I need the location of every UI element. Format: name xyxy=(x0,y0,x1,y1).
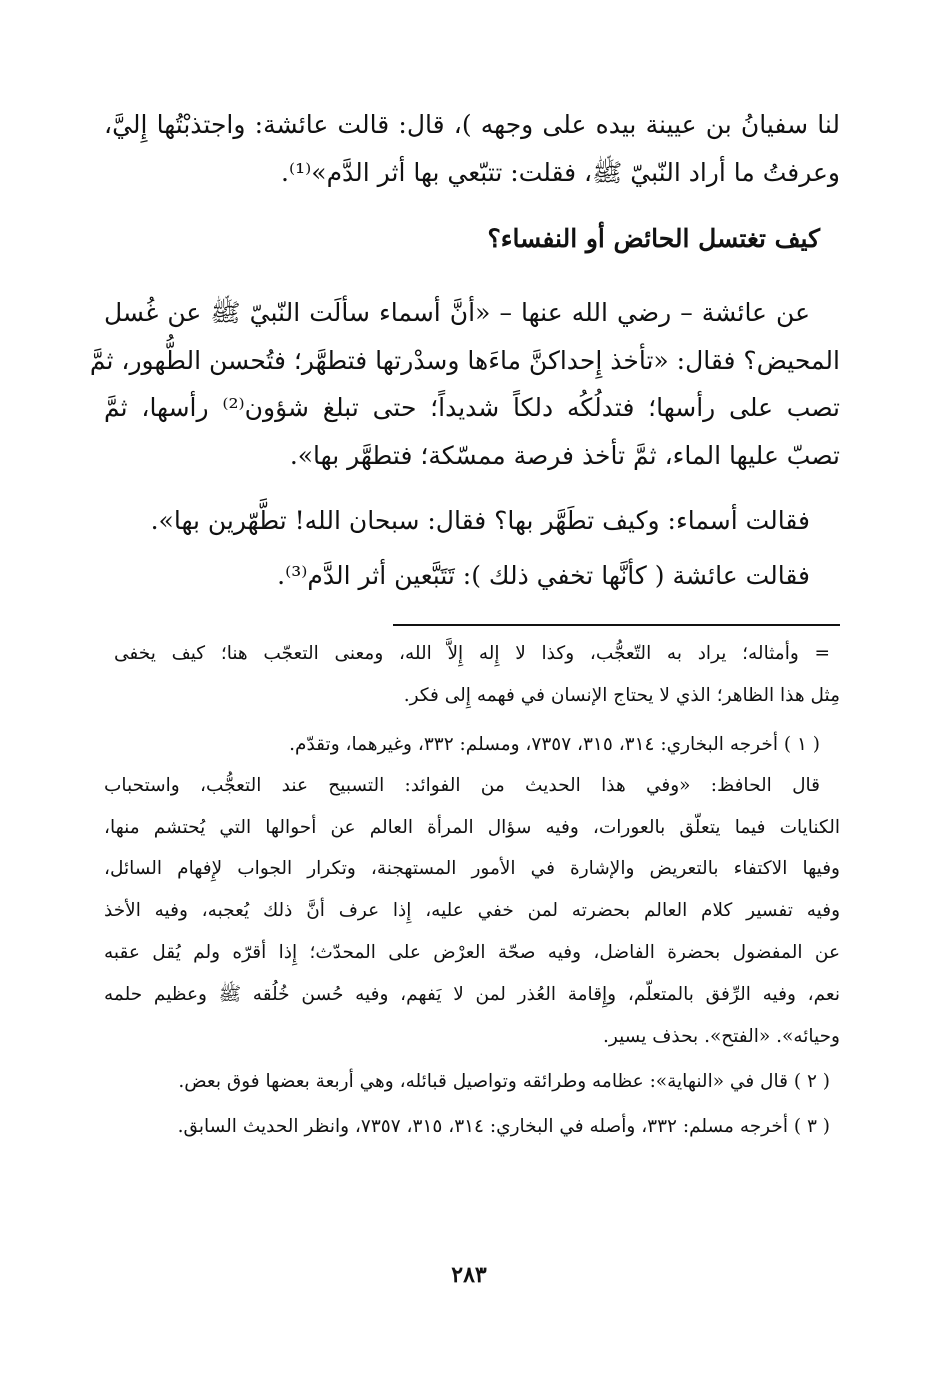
paragraph-line: فقالت أسماء: وكيف تطَهَّر بها؟ فقال: سبحان الله! تطَّهّرين بها». xyxy=(150,506,810,535)
footnote-3: ( ٣ ) أخرجه مسلم: ٣٣٢، وأصله في البخاري: ٣١٤، ٣١٥، ٧٣٥٧، وانظر الحديث السابق. xyxy=(177,1116,830,1137)
footnote-2: ( ٢ ) قال في «النهاية»: عظامه وطرائقه وتواصيل قبائله، وهي أربعة بعضها فوق بعض. xyxy=(178,1071,830,1092)
section-heading: كيف تغتسل الحائض أو النفساء؟ xyxy=(487,224,820,253)
page-number: ٢٨٣ xyxy=(451,1262,487,1288)
footnote-line: وحيائه». «الفتح». بحذف يسير. xyxy=(603,1026,840,1047)
footnote-line: = وأمثاله؛ يراد به التّعجُّب، وكذا لا إِله إِلاَّ الله، ومعنى التعجّب هنا؛ كيف يخفى xyxy=(114,643,830,664)
paragraph-line: عن عائشة – رضي الله عنها – «أنَّ أسماء سألَت النّبيّ ﷺ عن غُسل xyxy=(104,298,810,327)
footnote-line: قال الحافظ: «وفي هذا الحديث من الفوائد: التسبيح عند التعجُّب، واستحباب xyxy=(104,775,820,796)
text-line: لنا سفيانُ بن عيينة بيده على وجهه )، قال: قالت عائشة: واجتذبْتُها إِليَّ، xyxy=(104,110,840,139)
footnote-line: مِثل هذا الظاهر؛ الذي لا يحتاج الإنسان في فهمه إِلى فكر. xyxy=(403,685,840,706)
footnote-line: الكنايات فيما يتعلّق بالعورات، وفيه سؤال المرأة العالم عن أحوالها التي يُحتشم منها، xyxy=(104,817,840,838)
paragraph-line: تصبّ عليها الماء، ثمَّ تأخذ فرصة ممسّكة؛ فتطهَّر بها». xyxy=(289,441,840,470)
footnote-1: ( ١ ) أخرجه البخاري: ٣١٤، ٣١٥، ٧٣٥٧، ومسلم: ٣٣٢، وغيرهما، وتقدّم. xyxy=(289,734,820,755)
footnote-separator xyxy=(393,624,840,626)
paragraph-line: فقالت عائشة ( كأنَّها تخفي ذلك ): تَتَبَّعين أثر الدَّم⁽³⁾. xyxy=(277,561,810,590)
paragraph-line: تصب على رأسها؛ فتدلُكُه دلكاً شديداً؛ حتى تبلغ شؤون⁽²⁾ رأسها، ثمَّ xyxy=(104,393,840,422)
footnote-line: نعم، وفيه الرِّفق بالمتعلّم، وإِقامة العُذر لمن لا يَفهم، وفيه حُسن خُلُقه ﷺ وعظيم حلمه xyxy=(104,984,840,1005)
text-line: وعرفتُ ما أراد النّبيّ ﷺ، فقلت: تتبّعي بها أثر الدَّم»⁽¹⁾. xyxy=(281,158,840,187)
paragraph-line: المحيض؟ فقال: «تأخذ إِحداكنَّ ماءَها وسدْرتها فتطهَّر؛ فتُحسن الطُّهور، ثمَّ xyxy=(89,346,840,375)
footnote-line: وفيها الاكتفاء بالتعريض والإشارة في الأمور المستهجنة، وتكرار الجواب لإِفهام السائل، xyxy=(104,858,840,879)
footnote-line: عن المفضول بحضرة الفاضل، وفيه صحّة العرْض على المحدّث؛ إِذا أقرّه ولم يُقل عقبه xyxy=(104,942,840,963)
footnote-line: وفيه تفسير كلام العالم بحضرته لمن خفي عليه، إِذا عرف أنَّ ذلك يُعجبه، وفيه الأخذ xyxy=(104,900,840,921)
